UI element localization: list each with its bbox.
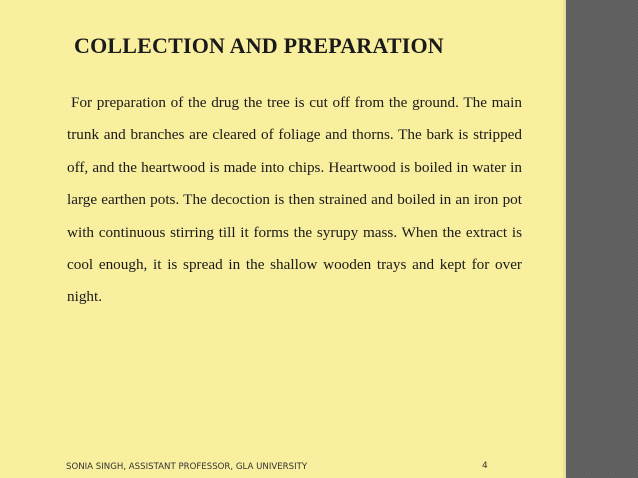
slide-title: COLLECTION AND PREPARATION: [74, 33, 444, 58]
slide-footer: SONIA SINGH, ASSISTANT PROFESSOR, GLA UNIVERSITY: [66, 462, 308, 472]
side-bar: [566, 0, 638, 478]
slide-body-text: For preparation of the drug the tree is cut off from the ground. The main trunk and branches are cleared of foliage and thorns. The bark is stripped off, and the heartwood is made into chips. Heartwood is boiled in water in large earthen pots. The decoction is then strained and boiled in an iron pot with continuous stirring till it forms the syrupy mass. When the extract is cool enough, it is spread in the shallow wooden trays and kept for over night.: [67, 94, 522, 306]
slide-page-number: 4: [482, 461, 488, 471]
